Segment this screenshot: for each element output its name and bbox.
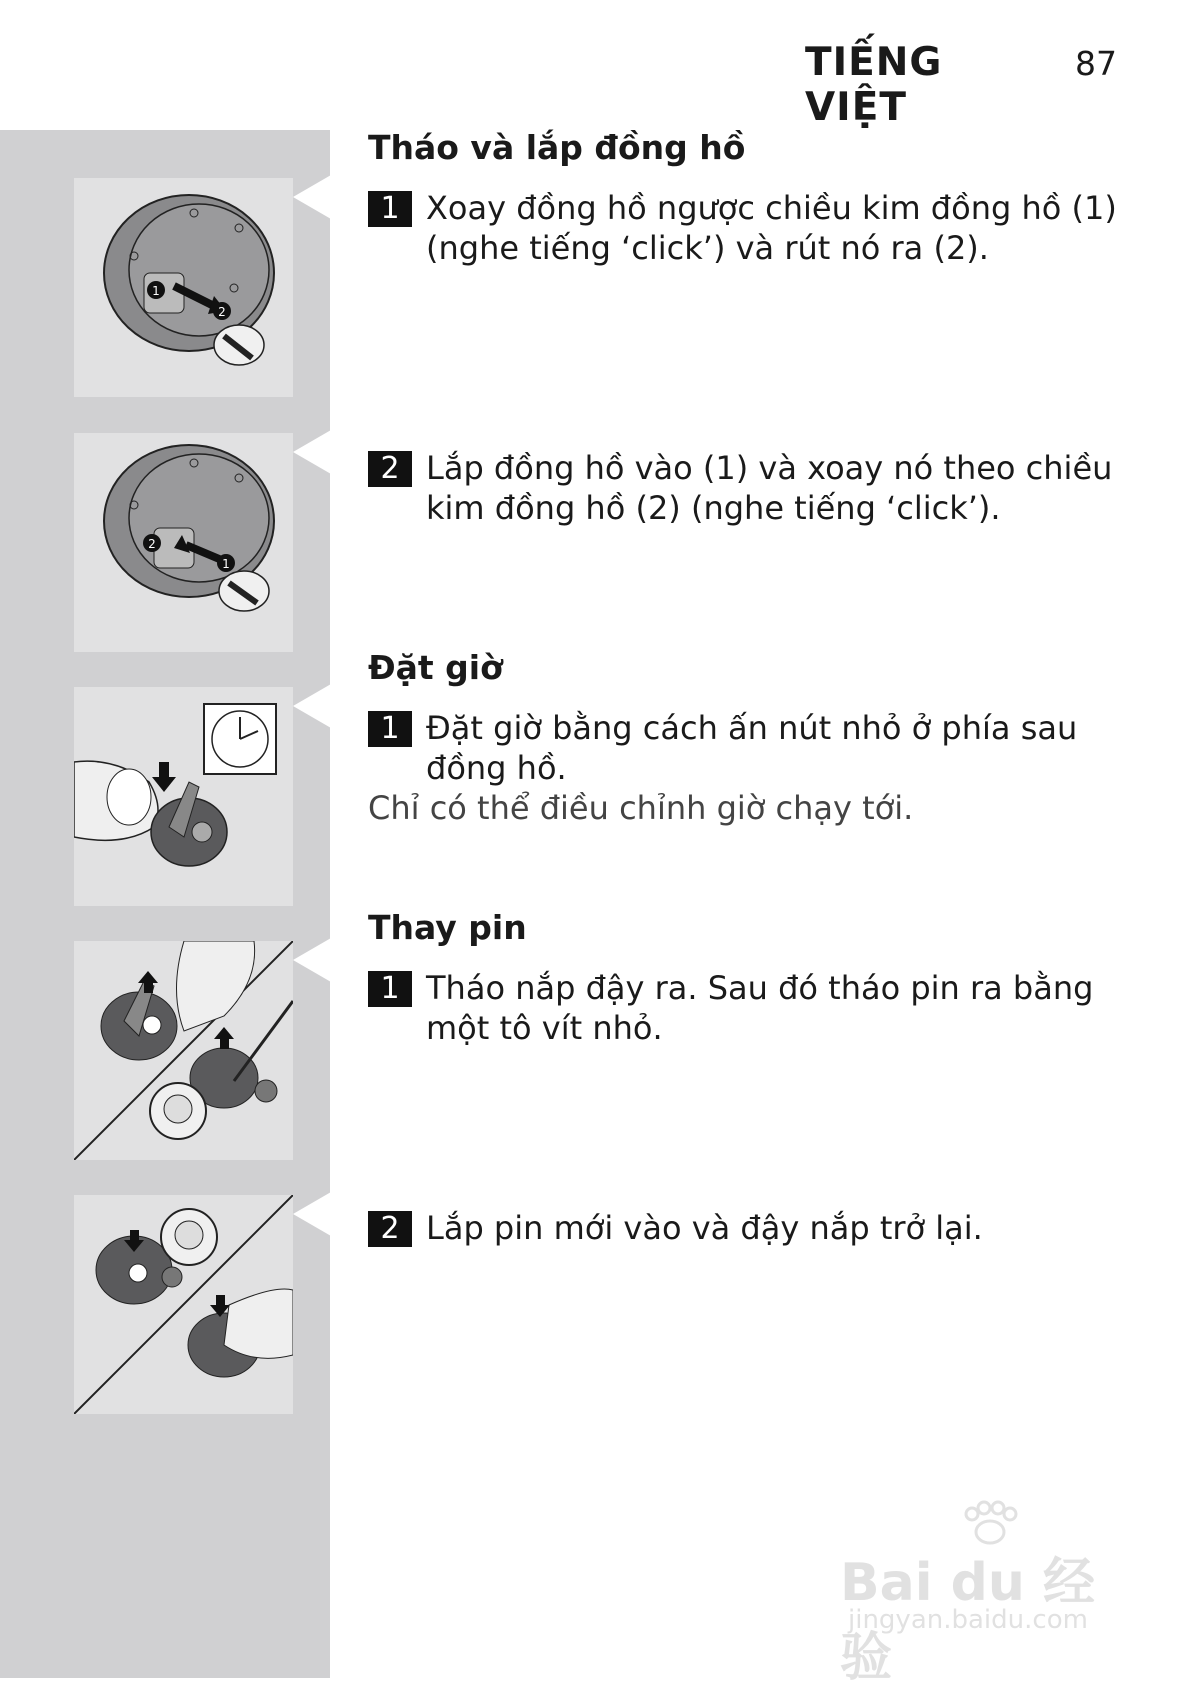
fig1-marker-2: 2 bbox=[218, 305, 226, 319]
figure-insert-clock bbox=[74, 433, 293, 652]
step-insert-battery-2 bbox=[368, 1208, 1123, 1248]
figure-set-time bbox=[74, 687, 293, 906]
figure-pointer-4 bbox=[293, 938, 331, 982]
step-set-time-1 bbox=[368, 708, 1123, 788]
step-number-badge: 2 bbox=[368, 1211, 412, 1247]
step-number-badge: 2 bbox=[368, 451, 412, 487]
section-title-replace-battery: Thay pin bbox=[368, 908, 527, 947]
figure-pointer-5 bbox=[293, 1192, 331, 1236]
figure-remove-clock bbox=[74, 178, 293, 397]
section-title-remove-clock: Tháo và lắp đồng hồ bbox=[368, 128, 746, 167]
figure-remove-battery bbox=[74, 941, 293, 1160]
fig2-marker-2: 2 bbox=[148, 537, 156, 551]
figure-pointer-1 bbox=[293, 175, 331, 219]
figure-insert-battery bbox=[74, 1195, 293, 1414]
step-remove-clock-1 bbox=[368, 188, 1123, 268]
step-number-badge: 1 bbox=[368, 191, 412, 227]
figure-pointer-2 bbox=[293, 430, 331, 474]
step-text: Đặt giờ bằng cách ấn nút nhỏ ở phía sau đồng hồ. bbox=[426, 709, 1078, 787]
page-number: 87 bbox=[1075, 44, 1117, 83]
section-title-set-time: Đặt giờ bbox=[368, 648, 503, 687]
watermark-brand: Bai du 经验 bbox=[840, 1553, 1095, 1688]
watermark-url: jingyan.baidu.com bbox=[848, 1605, 1088, 1635]
step-insert-clock-2 bbox=[368, 448, 1123, 528]
fig1-marker-1: 1 bbox=[152, 284, 160, 298]
baidu-watermark bbox=[840, 1500, 1140, 1688]
set-time-note: Chỉ có thể điều chỉnh giờ chạy tới. bbox=[368, 789, 914, 827]
step-remove-battery-1 bbox=[368, 968, 1123, 1048]
header-language: TIẾNG VIỆT bbox=[805, 40, 943, 130]
step-number-badge: 1 bbox=[368, 971, 412, 1007]
fig2-marker-1: 1 bbox=[222, 557, 230, 571]
step-text: Lắp pin mới vào và đậy nắp trở lại. bbox=[426, 1209, 983, 1247]
step-text: Tháo nắp đậy ra. Sau đó tháo pin ra bằng một tô vít nhỏ. bbox=[426, 969, 1094, 1047]
step-text: Lắp đồng hồ vào (1) và xoay nó theo chiều kim đồng hồ (2) (nghe tiếng ‘click’). bbox=[426, 449, 1113, 527]
step-number-badge: 1 bbox=[368, 711, 412, 747]
step-text: Xoay đồng hồ ngược chiều kim đồng hồ (1) (nghe tiếng ‘click’) và rút nó ra (2). bbox=[426, 189, 1117, 267]
figure-pointer-3 bbox=[293, 684, 331, 728]
